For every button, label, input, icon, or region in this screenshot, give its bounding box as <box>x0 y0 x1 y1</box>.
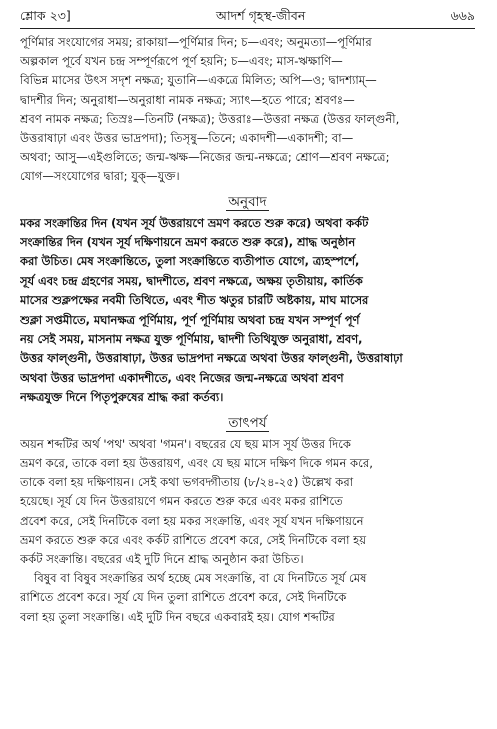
gloss-line: উত্তরাষাঢ়া এবং উত্তর ভাদ্রপদা); তিসৃষু—তিনে; একাদশী—একাদশী; বা— <box>20 131 354 146</box>
translation-heading <box>20 190 475 214</box>
translation-line: সংক্রান্তির দিন (যখন সূর্য দক্ষিণায়নে ভ্রমণ করতে শুরু করে), শ্রাদ্ধ অনুষ্ঠান <box>20 235 356 250</box>
gloss-line: অথবা; আসু—এইগুলিতে; জন্ম-ঋক্ষ—নিজের জন্ম-নক্ষত্রে; শ্রোণ—শ্রবণ নক্ষত্রে; <box>20 150 390 165</box>
translation-line: মকর সংক্রান্তির দিন (যখন সূর্য উত্তরায়ণে ভ্রমণ করতে শুরু করে) অথবা কর্কট <box>20 215 369 230</box>
translation-line: উত্তর ফাল্গুনী, উত্তরাষাঢ়া, উত্তর ভাদ্রপদা নক্ষত্রে অথবা উত্তর ফাল্গুনী, উত্তরাষাঢ়া <box>20 351 403 366</box>
gloss-line: অল্পকাল পূর্বে যখন চন্দ্র সম্পূর্ণরূপে পূর্ণ হয়নি; চ—এবং; মাস-ঋক্ষাণি— <box>20 54 343 69</box>
purport-line: অয়ন শব্দটির অর্থ 'পথ' অথবা 'গমন'। বছরের যে ছয় মাস সূর্য উত্তর দিকে <box>20 436 351 451</box>
translation-line: নয় সেই সময়, মাসনাম নক্ষত্র যুক্ত পূর্ণিমায়, দ্বাদশী তিথিযুক্ত অনুরাধা, শ্রবণ, <box>20 332 363 347</box>
purport-paragraph-1 <box>20 435 475 569</box>
page-number: ৬৬৯ <box>450 8 475 23</box>
purport-heading <box>20 411 475 435</box>
purport-paragraph-2 <box>20 569 475 627</box>
purport-line: ভ্রমণ করতে শুরু করে এবং কর্কট রাশিতে প্রবেশ করে, সেই দিনটিকে বলা হয় <box>20 532 367 547</box>
translation-heading-text: অনুবাদ <box>228 193 267 210</box>
translation-text <box>20 214 475 408</box>
word-for-word-gloss <box>20 33 475 187</box>
purport-line: কর্কট সংক্রান্তি। বছরের এই দুটি দিনে শ্রাদ্ধ অনুষ্ঠান করা উচিত। <box>20 551 304 566</box>
page-header <box>20 8 475 29</box>
purport-line: বলা হয় তুলা সংক্রান্তি। এই দুটি দিন বছরে একবারই হয়। যোগ শব্দটির <box>20 609 335 624</box>
purport-line: ভ্রমণ করে, তাকে বলা হয় উত্তরায়ণ, এবং যে ছয় মাসে দক্ষিণ দিকে গমন করে, <box>20 455 373 470</box>
gloss-line: দ্বাদশীর দিন; অনুরাধা—অনুরাধা নামক নক্ষত্র; স্যাৎ—হতে পারে; শ্রবণঃ— <box>20 92 355 107</box>
purport-heading-text: তাৎপর্য <box>228 414 267 431</box>
chapter-title: আদর্শ গৃহস্থ-জীবন <box>216 8 306 23</box>
purport-line: রাশিতে প্রবেশ করে। সূর্য যে দিন তুলা রাশিতে প্রবেশ করে, সেই দিনটিকে <box>20 590 347 605</box>
purport-line: হয়েছে। সূর্য যে দিন উত্তরায়ণে গমন করতে শুরু করে এবং মকর রাশিতে <box>20 494 343 509</box>
gloss-line: যোগ—সংযোগের দ্বারা; যুক্—যুক্ত। <box>20 169 180 184</box>
translation-line: নক্ষত্রযুক্ত দিনে পিতৃপুরুষের শ্রাদ্ধ করা কর্তব্য। <box>20 390 224 405</box>
translation-line: করা উচিত। মেষ সংক্রান্তিতে, তুলা সংক্রান্তিতে ব্যতীপাত যোগে, ত্র্যহস্পর্শে, <box>20 254 360 269</box>
gloss-line: বিভিন্ন মাসের উৎস সদৃশ নক্ষত্র; যুতানি—একত্রে মিলিত; অপি—ও; দ্বাদশ্যাম্— <box>20 73 377 88</box>
purport-line: তাকে বলা হয় দক্ষিণায়ন। সেই কথা ভগবদ্গীতায় (৮/২৪-২৫) উল্লেখ করা <box>20 475 354 490</box>
translation-line: অথবা উত্তর ভাদ্রপদা একাদশীতে, এবং নিজের জন্ম-নক্ষত্রে অথবা শ্রবণ <box>20 370 344 385</box>
gloss-line: শ্রবণ নামক নক্ষত্র; তিস্রঃ—তিনটি (নক্ষত্র); উত্তরাঃ—উত্তরা নক্ষত্র (উত্তর ফাল্গুনী, <box>20 111 400 126</box>
translation-line: সূর্য এবং চন্দ্র গ্রহণের সময়, দ্বাদশীতে, শ্রবণ নক্ষত্রে, অক্ষয় তৃতীয়ায়, কার্তিক <box>20 273 363 288</box>
translation-line: মাসের শুক্লপক্ষের নবমী তিথিতে, এবং শীত ঋতুর চারটি অষ্টকায়, মাঘ মাসের <box>20 293 369 308</box>
purport-line: বিষুব বা বিষুব সংক্রান্তির অর্থ হচ্ছে মেষ সংক্রান্তি, বা যে দিনটিতে সূর্য মেষ <box>34 571 367 586</box>
purport-line: প্রবেশ করে, সেই দিনটিকে বলা হয় মকর সংক্রান্তি, এবং সূর্য যখন দক্ষিণায়নে <box>20 513 364 528</box>
verse-reference: শ্লোক ২৩] <box>20 8 71 23</box>
gloss-line: পূর্ণিমার সংযোগের সময়; রাকায়া—পূর্ণিমার দিন; চ—এবং; অনুমত্যা—পূর্ণিমার <box>20 35 372 49</box>
translation-line: শুক্লা সপ্তমীতে, মঘানক্ষত্র পূর্ণিমায়, পূর্ণ পূর্ণিমায় অথবা চন্দ্র যখন সম্পূর্ণ পূর্ণ <box>20 312 360 327</box>
